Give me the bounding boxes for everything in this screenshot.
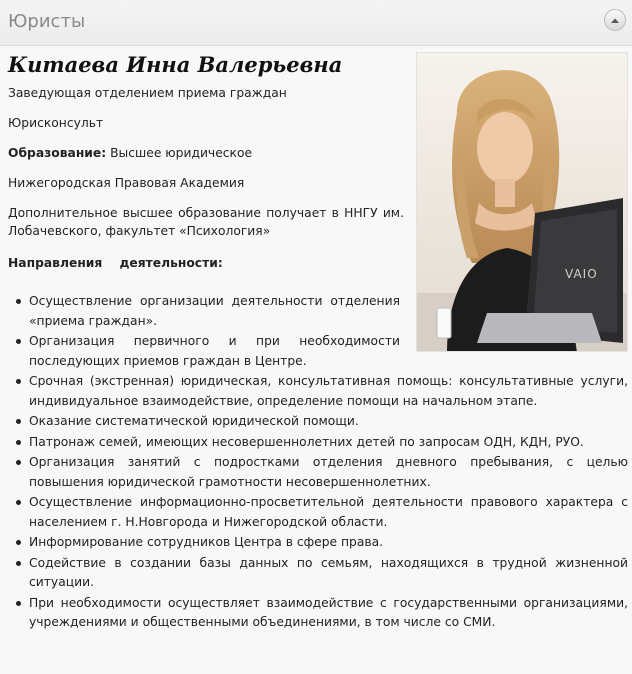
list-item: Осуществление организации деятельности отделения «приема граждан». — [8, 292, 400, 331]
list-item: Информирование сотрудников Центра в сфере права. — [8, 533, 628, 553]
collapse-button[interactable] — [604, 9, 626, 31]
academy-line: Нижегородская Правовая Академия — [8, 176, 245, 190]
list-item: Осуществление информационно-просветительной деятельности правового характера с населением г. Н.Новгорода и Нижегородской области. — [8, 493, 628, 532]
chevron-up-icon — [610, 17, 620, 24]
list-item: Патронаж семей, имеющих несовершеннолетних детей по запросам ОДН, КДН, РУО. — [8, 433, 628, 453]
section-title: Юристы — [8, 11, 86, 32]
laptop-brand: VAIO — [565, 267, 598, 281]
education-value: Высшее юридическое — [106, 146, 253, 160]
list-item: При необходимости осуществляет взаимодействие с государственными организациями, учреждениями и общественными объединениями, в том числе со СМИ. — [8, 594, 628, 633]
list-item: Организация занятий с подростками отделения дневного пребывания, с целью повышения юридической грамотности несовершеннолетних. — [8, 453, 628, 492]
section-header — [0, 0, 632, 46]
person-position: Заведующая отделением приема граждан — [8, 86, 287, 100]
list-item: Организация первичного и при необходимости последующих приемов граждан в Центре. — [8, 332, 400, 371]
person-role: Юрисконсульт — [8, 116, 104, 130]
profile-content — [0, 46, 632, 674]
person-name: Китаева Инна Валерьевна — [8, 52, 343, 77]
directions-label: Направления деятельности: — [8, 256, 223, 270]
additional-education: Дополнительное высшее образование получает в ННГУ им. Лобачевского, факультет «Психология» — [8, 206, 404, 238]
list-item: Оказание систематической юридической помощи. — [8, 412, 628, 432]
education-line — [8, 146, 252, 160]
list-item: Срочная (экстренная) юридическая, консультативная помощь: консультативные услуги, индивидуальное взаимодействие, определение помощи на начальном этапе. — [8, 372, 628, 411]
list-item: Содействие в создании базы данных по семьям, находящихся в трудной жизненной ситуации. — [8, 554, 628, 593]
activities-list — [8, 292, 628, 634]
education-label: Образование: — [8, 146, 107, 160]
